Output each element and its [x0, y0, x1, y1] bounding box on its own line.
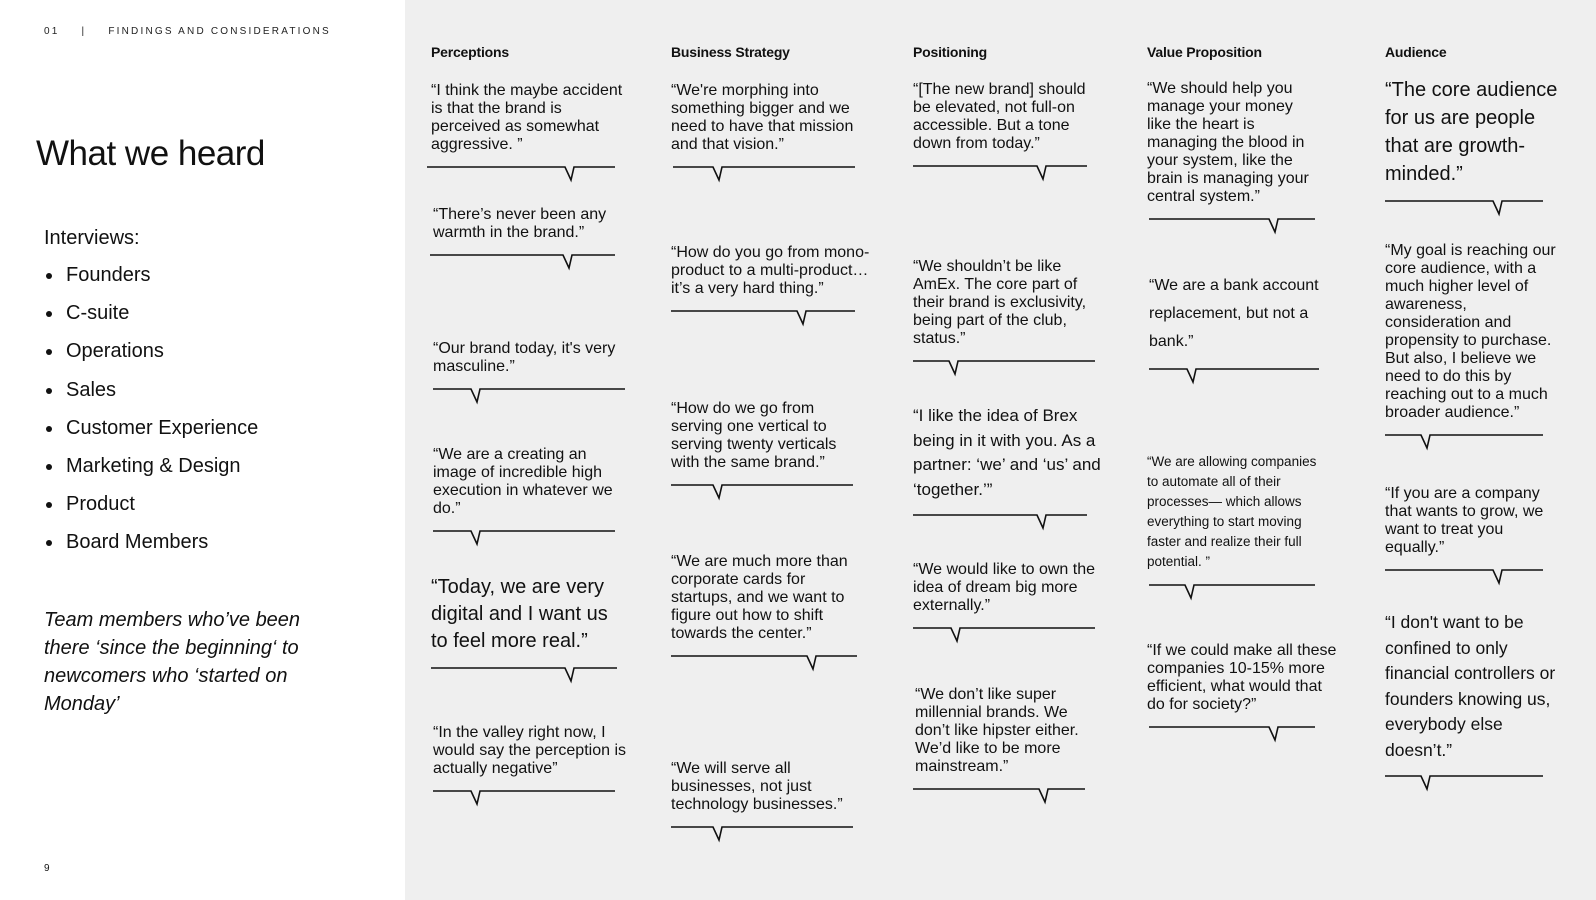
interview-item-board-members: Board Members: [44, 530, 258, 568]
quote-card: [431, 574, 627, 685]
quote-card: [1147, 80, 1319, 236]
quote-card: [433, 340, 627, 406]
quote-card: [1385, 76, 1565, 218]
quote-text: “My goal is reaching our core audience, with a much higher level of awareness, consideration and propensity to purchase. But also, I believe we need to do this by reaching out to a much broader audience.”: [1385, 242, 1556, 421]
quote-text: “In the valley right now, I would say the perception is actually negative”: [433, 724, 626, 777]
speech-tail-icon: [913, 360, 1103, 378]
quote-text: “We shouldn’t be like AmEx. The core part of their brand is exclusivity, being part of the club, status.”: [913, 258, 1087, 347]
column-heading-positioning: Positioning: [913, 44, 988, 60]
quote-text: “Our brand today, it's very masculine.”: [433, 340, 616, 375]
quote-text: “We don’t like super millennial brands. We don’t like hipster either. We’d like to be more mainstream.”: [915, 686, 1079, 775]
speech-tail-icon: [1149, 368, 1329, 386]
page-title: What we heard: [36, 134, 265, 173]
section-number: 01: [44, 26, 60, 37]
quote-card: [671, 244, 871, 328]
quote-card: [913, 258, 1105, 378]
speech-tail-icon: [433, 254, 623, 272]
tagline: Team members who’ve been there ‘since the beginning‘ to newcomers who ‘started on Monday’: [44, 609, 301, 715]
speech-tail-icon: [431, 667, 621, 685]
quote-card: [913, 81, 1103, 183]
interview-item-c-suite: C-suite: [44, 301, 258, 339]
speech-tail-icon: [1385, 569, 1565, 587]
section-header: [44, 26, 331, 37]
interview-item-marketing-design: Marketing & Design: [44, 454, 258, 492]
quote-text: “Today, we are very digital and I want us to feel more real.”: [431, 576, 608, 652]
quote-text: “We're morphing into something bigger and we need to have that mission and that vision.”: [671, 82, 854, 153]
speech-tail-icon: [913, 627, 1103, 645]
quote-card: [671, 82, 861, 184]
interview-item-operations: Operations: [44, 339, 258, 377]
header-separator: |: [81, 26, 87, 37]
quote-text: “We are much more than corporate cards for startups, and we want to figure out how to shift towards the center.”: [671, 553, 848, 642]
speech-tail-icon: [1147, 726, 1327, 744]
section-title: FINDINGS AND CONSIDERATIONS: [108, 26, 331, 37]
speech-tail-icon: [433, 790, 623, 808]
quote-card: [433, 724, 627, 808]
speech-tail-icon: [1147, 584, 1327, 602]
interviews-label: Interviews:: [44, 227, 140, 249]
speech-tail-icon: [433, 388, 629, 406]
quote-text: “We are a creating an image of incredible high execution in whatever we do.”: [433, 446, 613, 517]
quote-card: [1385, 485, 1565, 587]
speech-tail-icon: [671, 655, 861, 673]
column-heading-perceptions: Perceptions: [431, 44, 509, 60]
speech-tail-icon: [1385, 775, 1565, 793]
speech-tail-icon: [915, 788, 1105, 806]
quote-text: “I like the idea of Brex being in it with you. As a partner: ‘we’ and ‘us’ and ‘together.’”: [913, 406, 1101, 499]
quote-card: [1385, 242, 1565, 452]
speech-tail-icon: [433, 530, 623, 548]
quote-card: [1385, 610, 1565, 793]
quote-text: “We should help you manage your money like the heart is managing the blood in your system, like the brain is managing your central system.”: [1147, 80, 1309, 205]
interview-item-customer-experience: Customer Experience: [44, 416, 258, 454]
page-number: 9: [44, 863, 50, 874]
quote-text: “There’s never been any warmth in the brand.”: [433, 206, 607, 241]
speech-tail-icon: [431, 166, 621, 184]
quote-text: “If you are a company that wants to grow, we want to treat you equally.”: [1385, 485, 1544, 556]
quote-card: [1147, 642, 1343, 744]
quote-card: [671, 553, 867, 673]
column-heading-business-strategy: Business Strategy: [671, 44, 790, 60]
quote-card: [1149, 272, 1329, 386]
quote-text: “We will serve all businesses, not just technology businesses.”: [671, 760, 843, 813]
quote-card: [671, 760, 871, 844]
interview-item-sales: Sales: [44, 378, 258, 416]
speech-tail-icon: [671, 310, 861, 328]
speech-tail-icon: [1385, 434, 1565, 452]
quote-card: [915, 686, 1105, 806]
speech-tail-icon: [671, 826, 861, 844]
quote-card: [1147, 452, 1323, 602]
quote-card: [433, 206, 627, 272]
quote-text: “The core audience for us are people that are growth-minded.”: [1385, 79, 1558, 185]
interview-item-product: Product: [44, 492, 258, 530]
quote-text: “How do we go from serving one vertical to serving twenty verticals with the same brand.”: [671, 400, 837, 471]
quote-text: “I don't want to be confined to only financial controllers or founders knowing us, everybody else doesn’t.”: [1385, 612, 1556, 760]
speech-tail-icon: [671, 484, 861, 502]
quote-card: [913, 404, 1109, 532]
quote-text: “[The new brand] should be elevated, not full-on accessible. But a tone down from today.”: [913, 81, 1086, 152]
quote-text: “We are a bank account replacement, but not a bank.”: [1149, 277, 1319, 350]
column-heading-value-proposition: Value Proposition: [1147, 44, 1262, 60]
speech-tail-icon: [913, 165, 1103, 183]
quote-text: “How do you go from mono-product to a multi-product… it’s a very hard thing.”: [671, 244, 870, 297]
quote-card: [671, 400, 867, 502]
speech-tail-icon: [1385, 200, 1565, 218]
speech-tail-icon: [671, 166, 861, 184]
interviews-list: [44, 263, 258, 569]
quote-text: “If we could make all these companies 10-15% more efficient, what would that do for society?”: [1147, 642, 1337, 713]
quote-card: [431, 82, 627, 184]
quote-text: “We are allowing companies to automate all of their processes— which allows everything to start moving faster and realize their full potential. ”: [1147, 454, 1317, 569]
quote-text: “We would like to own the idea of dream big more externally.”: [913, 561, 1096, 614]
quote-text: “I think the maybe accident is that the brand is perceived as somewhat aggressive. ”: [431, 82, 623, 153]
quote-card: [433, 446, 627, 548]
column-heading-audience: Audience: [1385, 44, 1447, 60]
speech-tail-icon: [913, 514, 1103, 532]
quote-card: [913, 561, 1103, 645]
quotes-panel: [405, 0, 1596, 900]
speech-tail-icon: [1147, 218, 1327, 236]
left-panel: [0, 0, 405, 900]
interview-item-founders: Founders: [44, 263, 258, 301]
